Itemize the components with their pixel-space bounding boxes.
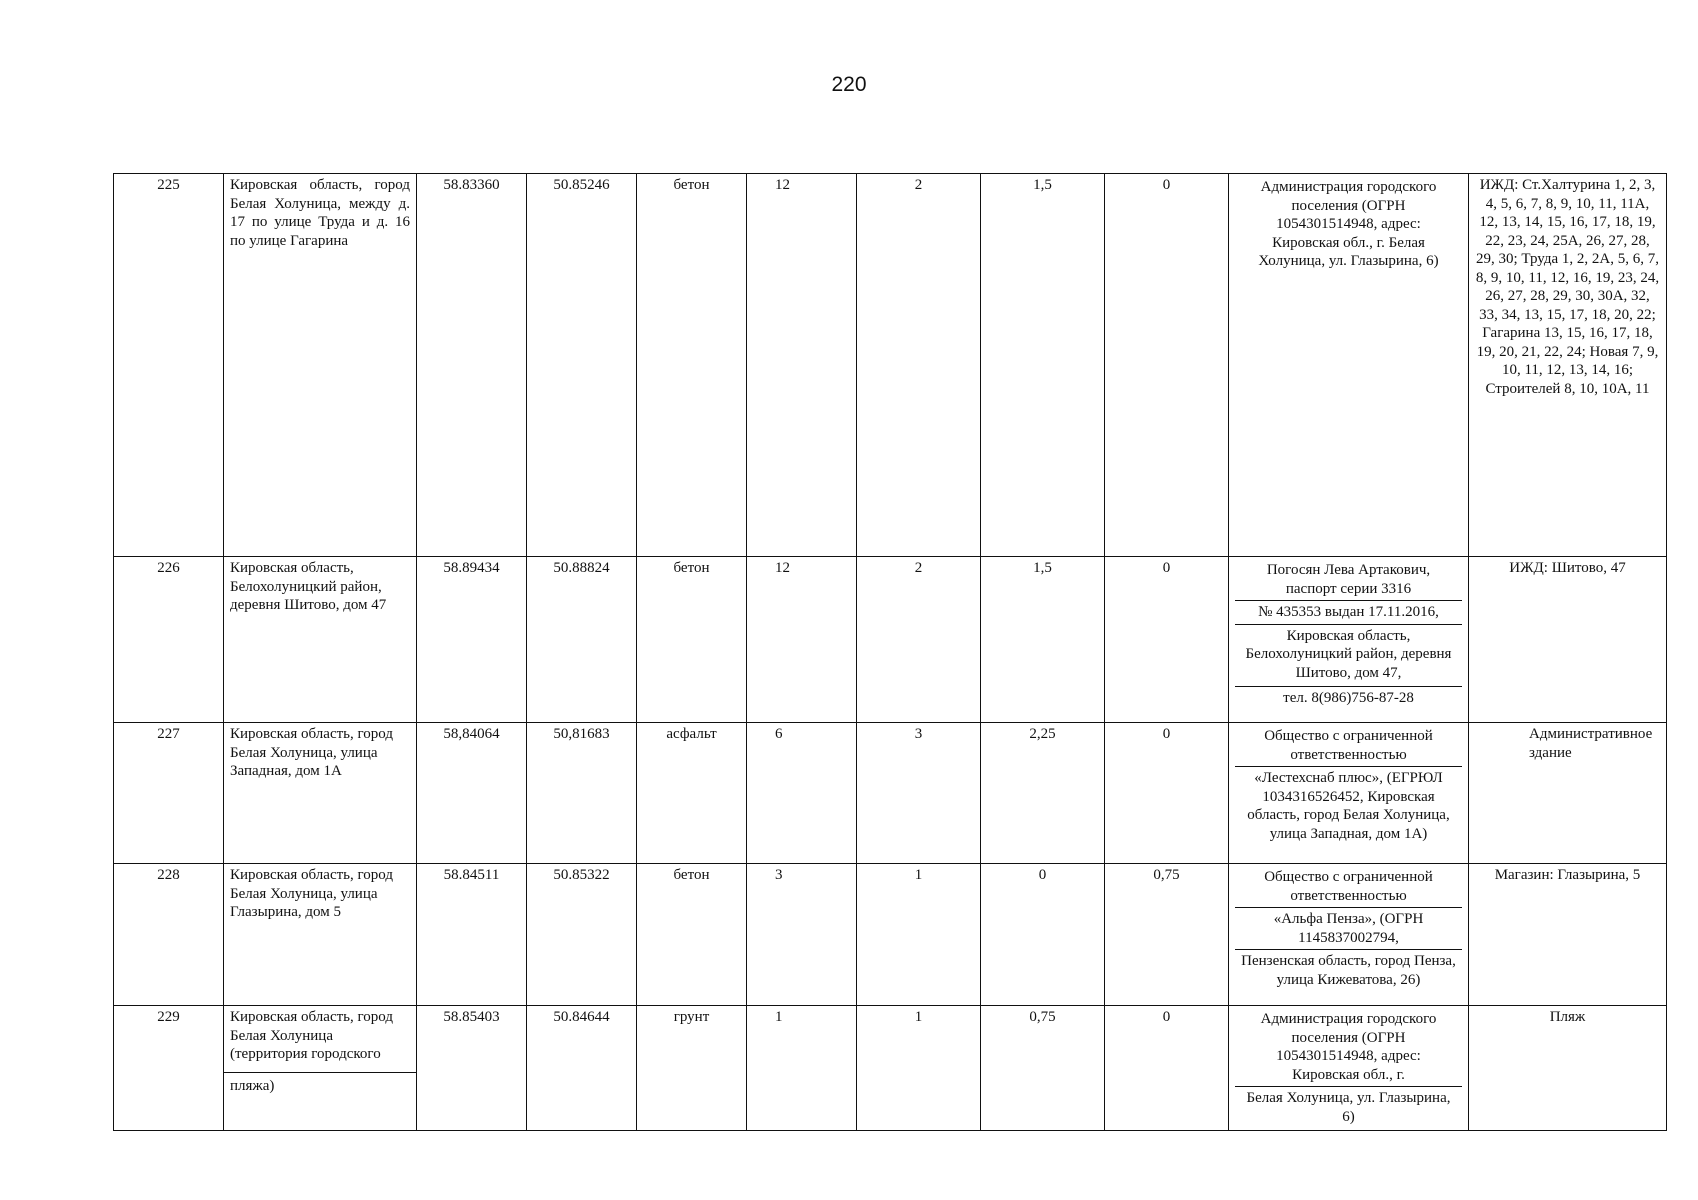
table-row bbox=[114, 557, 1667, 723]
site-owner bbox=[1229, 1006, 1469, 1131]
site-address: Кировская область, город Белая Холуница, улица Западная, дом 1А bbox=[224, 723, 417, 864]
site-area: 12 bbox=[747, 174, 857, 557]
owner-text: Погосян Лева Артакович, паспорт серии 3316 bbox=[1266, 562, 1431, 597]
waste-sources: Административное здание bbox=[1469, 723, 1667, 864]
owner-text: Пензенская область, город Пенза, улица Кижеватова, 26) bbox=[1235, 949, 1462, 991]
surface-type: бетон bbox=[637, 557, 747, 723]
longitude: 50.85322 bbox=[527, 864, 637, 1006]
owner-text: Белая Холуница, ул. Глазырина, 6) bbox=[1235, 1086, 1462, 1128]
container-count: 1 bbox=[857, 864, 981, 1006]
site-owner bbox=[1229, 723, 1469, 864]
owner-text: Администрация городского поселения (ОГРН 1054301514948, адрес: Кировская обл., г. bbox=[1260, 1011, 1437, 1083]
owner-text: «Альфа Пенза», (ОГРН 1145837002794, bbox=[1235, 907, 1462, 949]
longitude: 50.88824 bbox=[527, 557, 637, 723]
waste-sources: Пляж bbox=[1469, 1006, 1667, 1131]
surface-type: бетон bbox=[637, 864, 747, 1006]
waste-sources: Магазин: Глазырина, 5 bbox=[1469, 864, 1667, 1006]
container-volume-2: 0,75 bbox=[1105, 864, 1229, 1006]
owner-text: Общество с ограниченной ответственностью bbox=[1264, 869, 1433, 904]
row-number: 228 bbox=[114, 864, 224, 1006]
owner-text: Общество с ограниченной ответственностью bbox=[1264, 728, 1433, 763]
owner-text: тел. 8(986)756-87-28 bbox=[1235, 686, 1462, 710]
table-row bbox=[114, 723, 1667, 864]
container-volume: 1,5 bbox=[981, 557, 1105, 723]
site-owner bbox=[1229, 174, 1469, 557]
surface-type: асфальт bbox=[637, 723, 747, 864]
site-address: Кировская область, город Белая Холуница, между д. 17 по улице Труда и д. 16 по улице Гагарина bbox=[224, 174, 417, 557]
container-count: 2 bbox=[857, 557, 981, 723]
page-number: 220 bbox=[831, 73, 867, 96]
waste-sites-table bbox=[113, 173, 1667, 1131]
site-area: 12 bbox=[747, 557, 857, 723]
container-volume-2: 0 bbox=[1105, 174, 1229, 557]
site-address: Кировская область, Белохолуницкий район, деревня Шитово, дом 47 bbox=[224, 557, 417, 723]
site-owner bbox=[1229, 557, 1469, 723]
container-count: 3 bbox=[857, 723, 981, 864]
container-count: 2 bbox=[857, 174, 981, 557]
latitude: 58,84064 bbox=[417, 723, 527, 864]
container-volume-2: 0 bbox=[1105, 1006, 1229, 1131]
latitude: 58.84511 bbox=[417, 864, 527, 1006]
table-row bbox=[114, 864, 1667, 1006]
owner-text: Администрация городского поселения (ОГРН 1054301514948, адрес: Кировская обл., г. Белая Холуница, ул. Глазырина, 6) bbox=[1258, 179, 1439, 269]
site-address: Кировская область, город Белая Холуница, улица Глазырина, дом 5 bbox=[224, 864, 417, 1006]
address-text: Кировская область, город Белая Холуница (территория городского bbox=[230, 1009, 393, 1062]
site-area: 3 bbox=[747, 864, 857, 1006]
site-area: 6 bbox=[747, 723, 857, 864]
longitude: 50,81683 bbox=[527, 723, 637, 864]
container-volume: 0 bbox=[981, 864, 1105, 1006]
latitude: 58.89434 bbox=[417, 557, 527, 723]
row-number: 229 bbox=[114, 1006, 224, 1131]
container-volume-2: 0 bbox=[1105, 723, 1229, 864]
site-owner bbox=[1229, 864, 1469, 1006]
latitude: 58.85403 bbox=[417, 1006, 527, 1131]
container-count: 1 bbox=[857, 1006, 981, 1131]
site-address bbox=[224, 1006, 417, 1131]
waste-sources: ИЖД: Шитово, 47 bbox=[1469, 557, 1667, 723]
container-volume: 0,75 bbox=[981, 1006, 1105, 1131]
row-number: 225 bbox=[114, 174, 224, 557]
waste-sources: ИЖД: Ст.Халтурина 1, 2, 3, 4, 5, 6, 7, 8, 9, 10, 11, 11А, 12, 13, 14, 15, 16, 17, 18, 19, 22, 23, 24, 25А, 26, 27, 28, 29, 30; Труда 1, 2, 2А, 5, 6, 7, 8, 9, 10, 11, 12, 16, 19, 23, 24, 26, 27, 28, 29, 30, 30А, 32, 33, 34, 13, 15, 17, 18, 20, 22; Гагарина 13, 15, 16, 17, 18, 19, 20, 21, 22, 24; Новая 7, 9, 10, 11, 12, 13, 14, 16; Строителей 8, 10, 10А, 11 bbox=[1469, 174, 1667, 557]
site-area: 1 bbox=[747, 1006, 857, 1131]
container-volume: 1,5 bbox=[981, 174, 1105, 557]
container-volume: 2,25 bbox=[981, 723, 1105, 864]
row-number: 226 bbox=[114, 557, 224, 723]
owner-text: «Лестехснаб плюс», (ЕГРЮЛ 1034316526452, Кировская область, город Белая Холуница, улица Западная, дом 1А) bbox=[1235, 766, 1462, 845]
longitude: 50.84644 bbox=[527, 1006, 637, 1131]
table-row bbox=[114, 174, 1667, 557]
surface-type: грунт bbox=[637, 1006, 747, 1131]
latitude: 58.83360 bbox=[417, 174, 527, 557]
row-number: 227 bbox=[114, 723, 224, 864]
owner-text: Кировская область, Белохолуницкий район, деревня Шитово, дом 47, bbox=[1235, 624, 1462, 686]
longitude: 50.85246 bbox=[527, 174, 637, 557]
table-row bbox=[114, 1006, 1667, 1131]
surface-type: бетон bbox=[637, 174, 747, 557]
address-text: пляжа) bbox=[224, 1072, 416, 1100]
container-volume-2: 0 bbox=[1105, 557, 1229, 723]
owner-text: № 435353 выдан 17.11.2016, bbox=[1235, 600, 1462, 624]
